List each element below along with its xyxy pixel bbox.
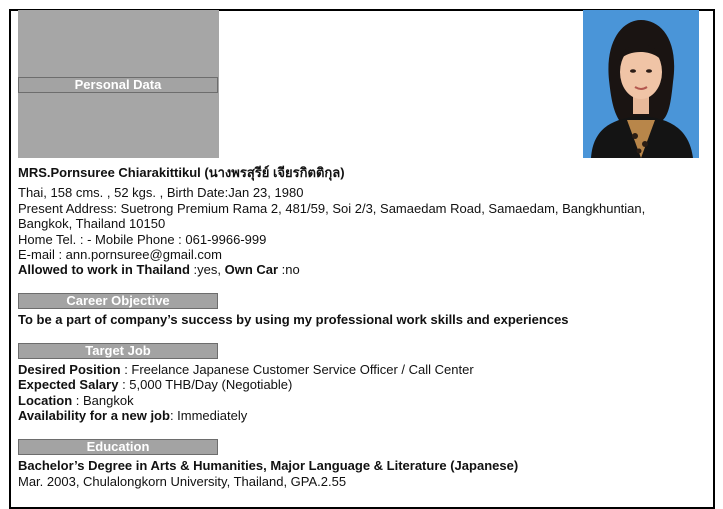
education-detail: Mar. 2003, Chulalongkorn University, Thailand, GPA.2.55 — [18, 474, 347, 489]
availability-line — [18, 408, 247, 423]
expected-salary-label: Expected Salary — [18, 377, 119, 392]
portrait-illustration — [583, 10, 699, 158]
desired-position-value: : Freelance Japanese Customer Service Officer / Call Center — [120, 362, 474, 377]
section-bar-education — [18, 439, 218, 455]
section-bar-personal-data — [18, 77, 218, 93]
location-line — [18, 393, 134, 408]
desired-position-label: Desired Position — [18, 362, 121, 377]
work-permit-label: Allowed to work in Thailand — [18, 262, 190, 277]
work-permit-line — [18, 262, 300, 277]
personal-details: Thai, 158 cms. , 52 kgs. , Birth Date:Jan 23, 1980 — [18, 185, 304, 200]
availability-value: : Immediately — [169, 408, 248, 423]
work-permit-value: :yes, — [189, 262, 225, 277]
profile-photo — [583, 10, 699, 158]
availability-label: Availability for a new job — [18, 408, 170, 423]
section-bar-career-objective — [18, 293, 218, 309]
location-label: Location — [18, 393, 73, 408]
section-bar-target-job — [18, 343, 218, 359]
career-objective-text: To be a part of company’s success by using my professional work skills and experiences — [18, 312, 569, 327]
phone-line: Home Tel. : - Mobile Phone : 061-9966-999 — [18, 232, 267, 247]
address-line-2: Bangkok, Thailand 10150 — [18, 216, 166, 231]
name-thai: (นางพรสุรีย์ เจียรกิตติกุล) — [204, 165, 345, 180]
email-line: E-mail : ann.pornsuree@gmail.com — [18, 247, 222, 262]
section-title-personal-data: Personal Data — [74, 77, 162, 92]
own-car-value: :no — [278, 262, 300, 277]
section-title-career-objective: Career Objective — [66, 293, 170, 308]
location-value: : Bangkok — [72, 393, 134, 408]
own-car-label: Own Car — [224, 262, 279, 277]
expected-salary-line — [18, 377, 292, 392]
full-name — [18, 165, 345, 180]
section-title-target-job: Target Job — [85, 343, 151, 358]
education-degree: Bachelor’s Degree in Arts & Humanities, Major Language & Literature (Japanese) — [18, 458, 519, 473]
section-title-education: Education — [86, 439, 150, 454]
expected-salary-value: : 5,000 THB/Day (Negotiable) — [118, 377, 293, 392]
desired-position-line — [18, 362, 474, 377]
name-english: MRS.Pornsuree Chiarakittikul — [18, 165, 201, 180]
address-line-1: Present Address: Suetrong Premium Rama 2, 481/59, Soi 2/3, Samaedam Road, Samaedam, Bangkhuntian, — [18, 201, 646, 216]
